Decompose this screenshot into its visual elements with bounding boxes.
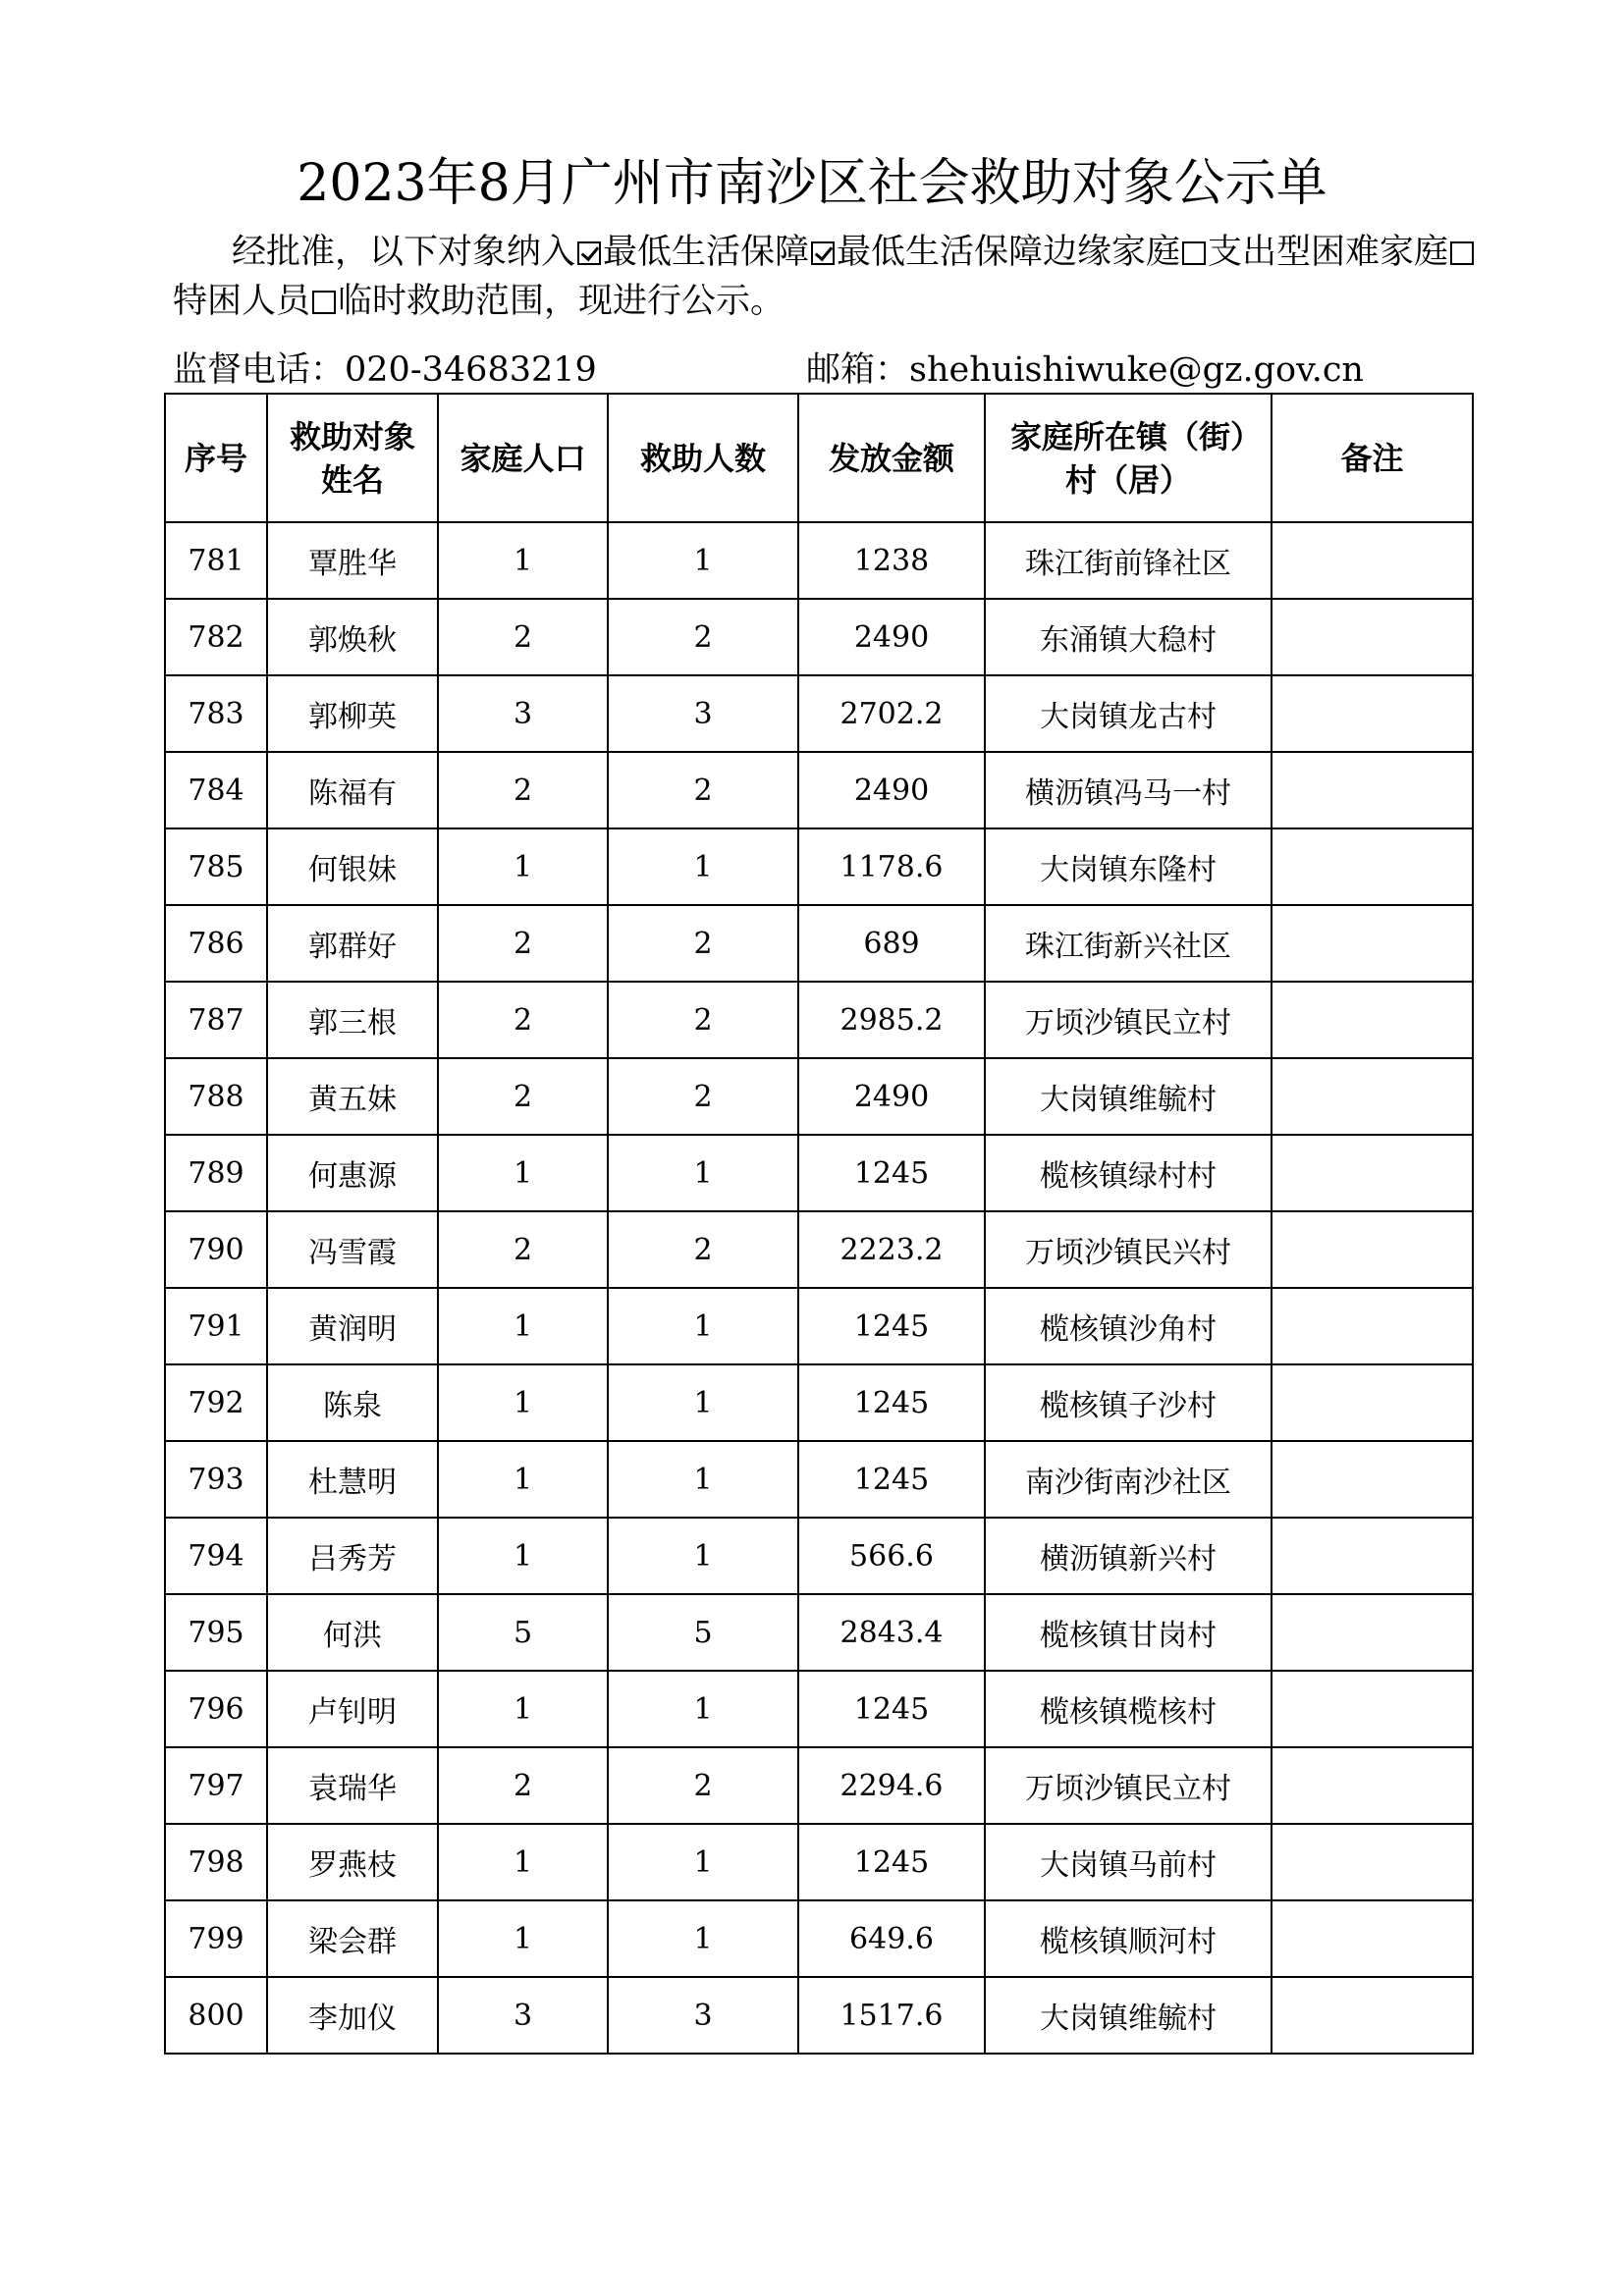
household-size-cell: 3 [438, 1977, 608, 2054]
remark-cell [1272, 828, 1473, 905]
name-cell: 李加仪 [267, 1977, 438, 2054]
name-cell: 覃胜华 [267, 522, 438, 599]
aid-count-cell: 5 [608, 1594, 798, 1671]
name-cell: 罗燕枝 [267, 1824, 438, 1900]
serial-cell: 797 [165, 1747, 267, 1824]
serial-cell: 800 [165, 1977, 267, 2054]
location-cell: 珠江街新兴社区 [985, 905, 1272, 982]
location-cell: 大岗镇东隆村 [985, 828, 1272, 905]
header-cell: 序号 [165, 394, 267, 522]
email-block [806, 346, 1364, 395]
name-cell: 冯雪霞 [267, 1211, 438, 1288]
amount-cell: 2223.2 [798, 1211, 985, 1288]
checkbox-icon [1450, 241, 1474, 265]
location-cell: 榄核镇绿村村 [985, 1135, 1272, 1211]
name-cell: 郭焕秋 [267, 599, 438, 675]
amount-cell: 1178.6 [798, 828, 985, 905]
aid-count-cell: 2 [608, 1211, 798, 1288]
location-cell: 万顷沙镇民立村 [985, 1747, 1272, 1824]
table-row [165, 1364, 1473, 1441]
name-cell: 郭三根 [267, 982, 438, 1058]
serial-cell: 784 [165, 752, 267, 828]
serial-cell: 783 [165, 675, 267, 752]
location-cell: 榄核镇顺河村 [985, 1900, 1272, 1977]
remark-cell [1272, 1594, 1473, 1671]
serial-cell: 788 [165, 1058, 267, 1135]
location-cell: 榄核镇子沙村 [985, 1364, 1272, 1441]
name-cell: 黄五妹 [267, 1058, 438, 1135]
header-cell: 救助人数 [608, 394, 798, 522]
remark-cell [1272, 675, 1473, 752]
checkbox-icon [312, 291, 336, 314]
intro-suffix: 范围，现进行公示。 [475, 282, 785, 321]
remark-cell [1272, 1900, 1473, 1977]
aid-count-cell: 1 [608, 1671, 798, 1747]
aid-count-cell: 1 [608, 1135, 798, 1211]
location-cell: 榄核镇榄核村 [985, 1671, 1272, 1747]
table-row [165, 752, 1473, 828]
table-row [165, 599, 1473, 675]
amount-cell: 1245 [798, 1824, 985, 1900]
serial-cell: 795 [165, 1594, 267, 1671]
aid-count-cell: 2 [608, 905, 798, 982]
household-size-cell: 1 [438, 1364, 608, 1441]
amount-cell: 1245 [798, 1135, 985, 1211]
serial-cell: 782 [165, 599, 267, 675]
remark-cell [1272, 1671, 1473, 1747]
remark-cell [1272, 752, 1473, 828]
household-size-cell: 5 [438, 1594, 608, 1671]
option-label: 临时救助 [338, 282, 476, 321]
remark-cell [1272, 1518, 1473, 1594]
option-label: 支出型困难家庭 [1208, 233, 1449, 272]
email-address: shehuishiwuke@gz.gov.cn [909, 350, 1364, 390]
name-cell: 吕秀芳 [267, 1518, 438, 1594]
amount-cell: 1238 [798, 522, 985, 599]
recipients-table [164, 393, 1474, 2055]
aid-count-cell: 1 [608, 522, 798, 599]
location-cell: 万顷沙镇民兴村 [985, 1211, 1272, 1288]
name-cell: 何惠源 [267, 1135, 438, 1211]
location-cell: 珠江街前锋社区 [985, 522, 1272, 599]
amount-cell: 2490 [798, 599, 985, 675]
name-cell: 郭群好 [267, 905, 438, 982]
remark-cell [1272, 1441, 1473, 1518]
table-row [165, 1441, 1473, 1518]
amount-cell: 2294.6 [798, 1747, 985, 1824]
table-row [165, 675, 1473, 752]
location-cell: 大岗镇维毓村 [985, 1977, 1272, 2054]
option-label: 最低生活保障边缘家庭 [837, 233, 1181, 272]
serial-cell: 789 [165, 1135, 267, 1211]
name-cell: 卢钊明 [267, 1671, 438, 1747]
table-header-row [165, 394, 1473, 522]
household-size-cell: 2 [438, 905, 608, 982]
table-row [165, 1211, 1473, 1288]
aid-count-cell: 2 [608, 1058, 798, 1135]
aid-count-cell: 1 [608, 1900, 798, 1977]
checkbox-icon [1182, 241, 1206, 265]
header-cell: 备注 [1272, 394, 1473, 522]
household-size-cell: 2 [438, 1058, 608, 1135]
table-row [165, 1977, 1473, 2054]
remark-cell [1272, 1364, 1473, 1441]
remark-cell [1272, 1135, 1473, 1211]
table-row [165, 1135, 1473, 1211]
remark-cell [1272, 522, 1473, 599]
phone-label: 监督电话： [173, 350, 346, 390]
remark-cell [1272, 1977, 1473, 2054]
amount-cell: 1245 [798, 1671, 985, 1747]
serial-cell: 787 [165, 982, 267, 1058]
location-cell: 南沙街南沙社区 [985, 1441, 1272, 1518]
aid-count-cell: 1 [608, 1518, 798, 1594]
amount-cell: 2702.2 [798, 675, 985, 752]
name-cell: 何银妹 [267, 828, 438, 905]
serial-cell: 796 [165, 1671, 267, 1747]
location-cell: 榄核镇甘岗村 [985, 1594, 1272, 1671]
household-size-cell: 1 [438, 1900, 608, 1977]
table-row [165, 1594, 1473, 1671]
phone-number: 020-34683219 [345, 350, 597, 390]
remark-cell [1272, 1058, 1473, 1135]
serial-cell: 799 [165, 1900, 267, 1977]
page-title: 2023年8月广州市南沙区社会救助对象公示单 [297, 154, 1327, 213]
aid-count-cell: 2 [608, 752, 798, 828]
aid-count-cell: 1 [608, 1288, 798, 1364]
name-cell: 袁瑞华 [267, 1747, 438, 1824]
name-cell: 陈福有 [267, 752, 438, 828]
name-cell: 郭柳英 [267, 675, 438, 752]
option-label: 最低生活保障 [603, 233, 810, 272]
table-row [165, 1288, 1473, 1364]
intro-paragraph [173, 228, 1479, 326]
household-size-cell: 2 [438, 982, 608, 1058]
header-cell: 救助对象姓名 [267, 394, 438, 522]
amount-cell: 689 [798, 905, 985, 982]
checkbox-icon [577, 241, 601, 265]
amount-cell: 2843.4 [798, 1594, 985, 1671]
name-cell: 黄润明 [267, 1288, 438, 1364]
household-size-cell: 1 [438, 1288, 608, 1364]
amount-cell: 566.6 [798, 1518, 985, 1594]
header-cell: 发放金额 [798, 394, 985, 522]
name-cell: 陈泉 [267, 1364, 438, 1441]
table-row [165, 522, 1473, 599]
remark-cell [1272, 1824, 1473, 1900]
remark-cell [1272, 905, 1473, 982]
remark-cell [1272, 1211, 1473, 1288]
household-size-cell: 1 [438, 1441, 608, 1518]
household-size-cell: 2 [438, 752, 608, 828]
serial-cell: 798 [165, 1824, 267, 1900]
amount-cell: 1245 [798, 1364, 985, 1441]
table-row [165, 982, 1473, 1058]
serial-cell: 786 [165, 905, 267, 982]
amount-cell: 2490 [798, 1058, 985, 1135]
location-cell: 榄核镇沙角村 [985, 1288, 1272, 1364]
location-cell: 大岗镇龙古村 [985, 675, 1272, 752]
serial-cell: 781 [165, 522, 267, 599]
header-cell: 家庭所在镇（街）村（居） [985, 394, 1272, 522]
aid-count-cell: 3 [608, 1977, 798, 2054]
household-size-cell: 1 [438, 1135, 608, 1211]
aid-count-cell: 1 [608, 1364, 798, 1441]
aid-count-cell: 3 [608, 675, 798, 752]
amount-cell: 2985.2 [798, 982, 985, 1058]
location-cell: 大岗镇马前村 [985, 1824, 1272, 1900]
serial-cell: 791 [165, 1288, 267, 1364]
name-cell: 何洪 [267, 1594, 438, 1671]
serial-cell: 785 [165, 828, 267, 905]
household-size-cell: 1 [438, 828, 608, 905]
email-label: 邮箱： [806, 350, 910, 390]
table-row [165, 828, 1473, 905]
table-row [165, 905, 1473, 982]
table-row [165, 1900, 1473, 1977]
table-row [165, 1671, 1473, 1747]
household-size-cell: 1 [438, 1671, 608, 1747]
remark-cell [1272, 599, 1473, 675]
contact-line [173, 346, 1479, 395]
serial-cell: 794 [165, 1518, 267, 1594]
aid-count-cell: 1 [608, 1441, 798, 1518]
household-size-cell: 2 [438, 599, 608, 675]
location-cell: 横沥镇新兴村 [985, 1518, 1272, 1594]
table-row [165, 1058, 1473, 1135]
household-size-cell: 1 [438, 1518, 608, 1594]
location-cell: 横沥镇冯马一村 [985, 752, 1272, 828]
name-cell: 杜慧明 [267, 1441, 438, 1518]
serial-cell: 792 [165, 1364, 267, 1441]
header-cell: 家庭人口 [438, 394, 608, 522]
amount-cell: 2490 [798, 752, 985, 828]
aid-count-cell: 1 [608, 828, 798, 905]
aid-count-cell: 2 [608, 982, 798, 1058]
household-size-cell: 1 [438, 522, 608, 599]
household-size-cell: 1 [438, 1824, 608, 1900]
table-body [165, 522, 1473, 2054]
amount-cell: 1245 [798, 1288, 985, 1364]
option-label: 特困人员 [173, 282, 311, 321]
household-size-cell: 2 [438, 1747, 608, 1824]
aid-count-cell: 2 [608, 1747, 798, 1824]
intro-prefix: 经批准，以下对象纳入 [232, 233, 576, 272]
remark-cell [1272, 1288, 1473, 1364]
amount-cell: 1517.6 [798, 1977, 985, 2054]
location-cell: 东涌镇大稳村 [985, 599, 1272, 675]
name-cell: 梁会群 [267, 1900, 438, 1977]
aid-count-cell: 2 [608, 599, 798, 675]
table-row [165, 1824, 1473, 1900]
serial-cell: 793 [165, 1441, 267, 1518]
location-cell: 大岗镇维毓村 [985, 1058, 1272, 1135]
household-size-cell: 2 [438, 1211, 608, 1288]
table-row [165, 1747, 1473, 1824]
amount-cell: 649.6 [798, 1900, 985, 1977]
checkbox-icon [811, 241, 835, 265]
amount-cell: 1245 [798, 1441, 985, 1518]
household-size-cell: 3 [438, 675, 608, 752]
table-row [165, 1518, 1473, 1594]
location-cell: 万顷沙镇民立村 [985, 982, 1272, 1058]
aid-count-cell: 1 [608, 1824, 798, 1900]
remark-cell [1272, 1747, 1473, 1824]
remark-cell [1272, 982, 1473, 1058]
serial-cell: 790 [165, 1211, 267, 1288]
